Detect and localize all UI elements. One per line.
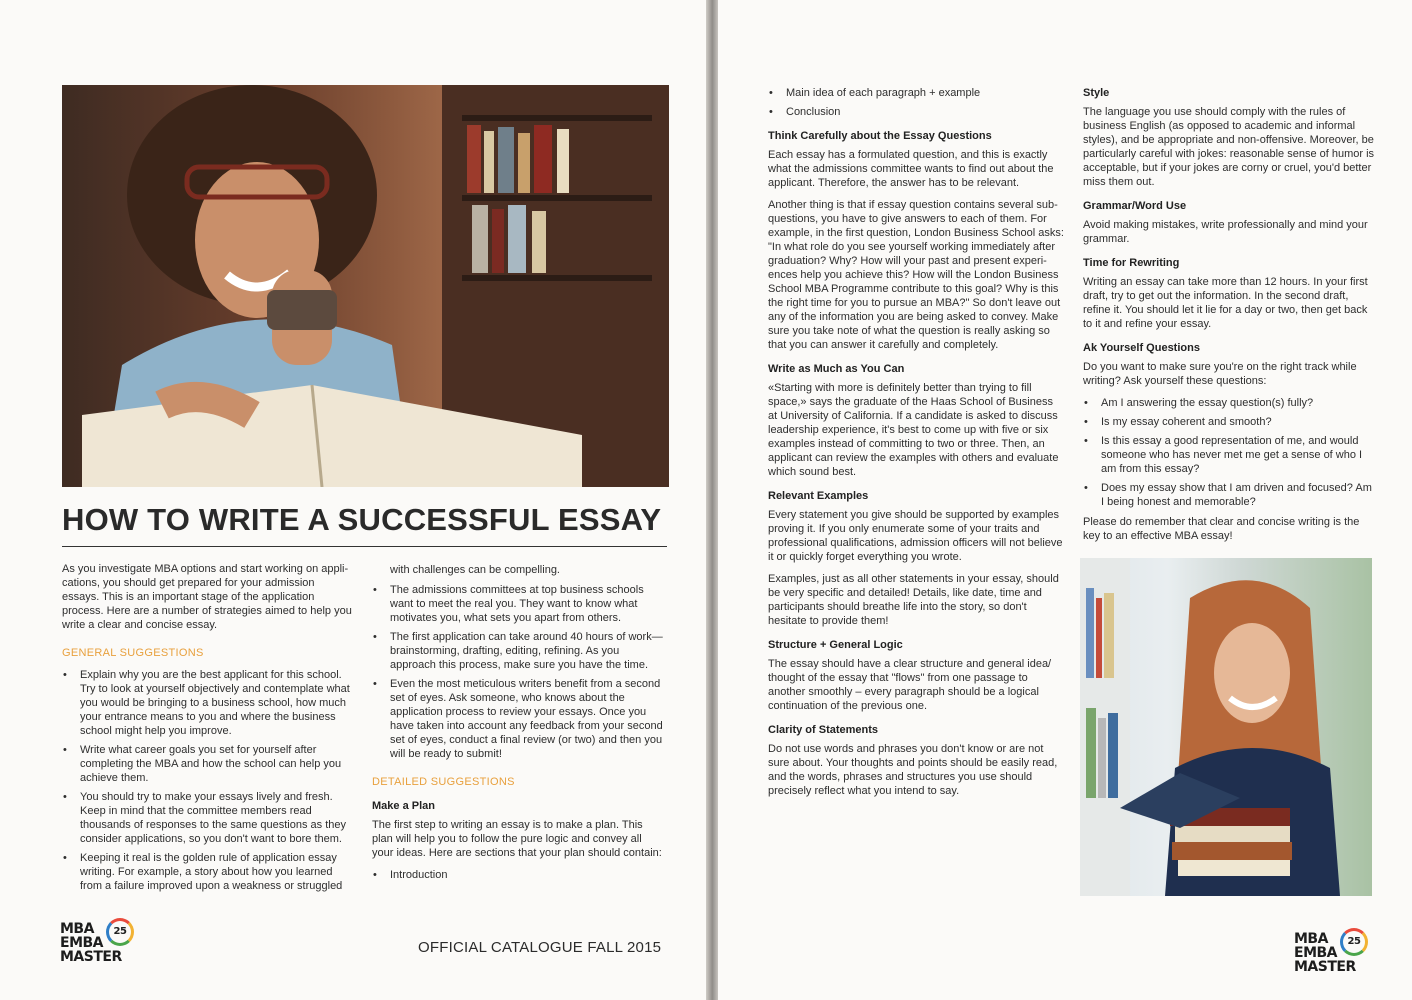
plan-list xyxy=(372,868,666,882)
closing-paragraph: Please do remember that clear and concise writing is the key to an effective MBA essay! xyxy=(1083,516,1360,542)
clarity-paragraph: Do not use words and phrases you don't know or are not sure about. Your thoughts and points should be easily read, and the words, phrases and structures you use should precisely reflect what you intend to say. xyxy=(768,743,1058,797)
rewriting-heading: Time for Rewriting xyxy=(1083,257,1180,269)
plan-paragraph: The first step to writing an essay is to make a plan. This plan will help you to follow the pure logic and convey all your ideas. Here are sections that your plan should contain: xyxy=(372,819,662,859)
rewriting-paragraph: Writing an essay can take more than 12 hours. In your first draft, try to get out the information. In the second draft, refine it. You should let it lie for a day or two, then get back to it and refine your essay. xyxy=(1083,276,1368,330)
write-as-much-heading: Write as Much as You Can xyxy=(768,363,905,375)
right-page xyxy=(718,0,1412,1000)
list-item: • The first application can take around 40 hours of work—brainstorming, drafting, editing, refining. As you approach this process, make sure you have the time. xyxy=(372,630,666,672)
list-item: • Write what career goals you set for yourself after completing the MBA and how the school can help you achieve them. xyxy=(62,743,354,785)
grammar-paragraph: Avoid making mistakes, write professionally and mind your grammar. xyxy=(1083,219,1368,245)
logo-line-2: EMBA xyxy=(60,935,104,951)
list-item: • Am I answering the essay question(s) fully? xyxy=(1083,396,1375,410)
right-column-2 xyxy=(1083,86,1375,551)
style-heading: Style xyxy=(1083,87,1110,99)
list-item: • Keeping it real is the golden rule of application essay writing. For example, a story about how you learned from a failure improved upon a weakness or struggled xyxy=(62,851,354,893)
think-paragraph-1: Each essay has a formulated question, and this is exactly what the admissions committee wants to find out about the applicant. Therefore, the answer has to be relevant. xyxy=(768,149,1054,189)
ask-paragraph: Do you want to make sure you're on the right track while writing? Ask yourself these questions: xyxy=(1083,361,1357,387)
grammar-heading: Grammar/Word Use xyxy=(1083,200,1187,212)
relevant-examples-heading: Relevant Examples xyxy=(768,490,869,502)
logo-badge-icon: 25 xyxy=(106,918,134,946)
left-column-1 xyxy=(62,562,354,899)
mba-emba-master-logo xyxy=(60,921,127,965)
plan-list-continued xyxy=(768,86,1064,119)
intro-paragraph: As you investigate MBA options and start working on appli-cations, you should get prepared for your admission essays. This is an important stage of the application process. Here are a number of strategies aimed to help you write a clear and concise essay. xyxy=(62,563,352,631)
article-title: HOW TO WRITE A SUCCESSFUL ESSAY xyxy=(62,502,667,547)
list-item: • Conclusion xyxy=(768,105,1064,119)
think-carefully-heading: Think Carefully about the Essay Questions xyxy=(768,130,992,142)
list-item: • Even the most meticulous writers benefit from a second set of eyes. Ask someone, who knows about the application process to review your essays. Once you have taken into account any feedback from your second set of eyes, conduct a final review (or two) and then you will be ready to submit! xyxy=(372,677,666,761)
list-item: • The admissions committees at top business schools want to meet the real you. They want to know what motivates you, what sets you apart from others. xyxy=(372,583,666,625)
woman-with-books-photo xyxy=(1080,558,1372,896)
list-item: • Introduction xyxy=(372,868,666,882)
logo-line-3: MASTER xyxy=(1294,959,1356,975)
left-column-2 xyxy=(372,563,666,888)
list-item: • You should try to make your essays lively and fresh. Keep in mind that the committee members read thousands of responses to the same questions as they consider applications, so you don't want to bore them. xyxy=(62,790,354,846)
right-column-1 xyxy=(768,86,1064,806)
detailed-suggestions-heading: DETAILED SUGGESTIONS xyxy=(372,776,515,788)
logo-line-3: MASTER xyxy=(60,949,122,965)
relevant-paragraph-1: Every statement you give should be supported by examples proving it. If you only enumerate some of your traits and professional qualifications, admission officers will not believe it or quickly forget everything you wrote. xyxy=(768,509,1063,563)
list-item: • Main idea of each paragraph + example xyxy=(768,86,1064,100)
logo-line-1: MBA xyxy=(1294,931,1328,947)
list-item: • Is my essay coherent and smooth? xyxy=(1083,415,1375,429)
think-paragraph-2: Another thing is that if essay question contains several sub-questions, you have to give answers to each of them. For example, in the first question, London Business School asks: "In what role do you see yourself working immediately after graduation? Why? How will your past and present experi-ences help you achieve this? How will the London Business School MBA Programme contribute to this goal? Why is this the right time for you to pursue an MBA?" So don't leave out any of the information you are being asked to convey. Make sure you take note of what the question is really asking so that you can answer it carefully and completely. xyxy=(768,199,1064,351)
mba-emba-master-logo xyxy=(1294,931,1361,975)
woman-reading-illustration xyxy=(62,85,669,487)
more-suggestions-list xyxy=(372,583,666,761)
woman-reading-photo xyxy=(62,85,669,487)
list-item: • Does my essay show that I am driven and focused? Am I being honest and memorable? xyxy=(1083,481,1375,509)
structure-paragraph: The essay should have a clear structure and general idea/ thought of the essay that "flows" from one passage to another smoothly – every paragraph should be a logical continuation of the previous one. xyxy=(768,658,1052,712)
ask-yourself-heading: Ak Yourself Questions xyxy=(1083,342,1200,354)
questions-list xyxy=(1083,396,1375,509)
woman-with-books-illustration xyxy=(1080,558,1372,896)
catalogue-footer: OFFICIAL CATALOGUE FALL 2015 xyxy=(418,939,662,956)
logo-line-2: EMBA xyxy=(1294,945,1338,961)
make-a-plan-heading: Make a Plan xyxy=(372,800,435,812)
general-suggestions-list xyxy=(62,668,354,893)
logo-line-1: MBA xyxy=(60,921,94,937)
style-paragraph: The language you use should comply with the rules of business English (as opposed to academic and informal styles), and be appropriate and non-offensive. Moreover, be particularly careful with jokes: reasonable sense of humor is acceptable, but if your jokes are corny or cruel, you'd better miss them out. xyxy=(1083,106,1375,188)
list-item: • Is this essay a good representation of me, and would someone who has never met me get a sense of who I am from this essay? xyxy=(1083,434,1375,476)
list-item: • Explain why you are the best applicant for this school. Try to look at yourself objectively and contemplate what you would be bringing to a business school, how much your entrance means to you and where the business school might help you improve. xyxy=(62,668,354,738)
general-suggestions-heading: GENERAL SUGGESTIONS xyxy=(62,647,204,659)
write-paragraph: «Starting with more is definitely better than trying to fill space,» says the graduate of the Haas School of Business at University of California. If a candidate is asked to discuss leadership experience, it's best to come up with five or six examples instead of committing to two or three. Then, an applicant can review the examples with others and evaluate which sound best. xyxy=(768,382,1059,478)
continuation-text: with challenges can be compelling. xyxy=(390,564,560,576)
structure-heading: Structure + General Logic xyxy=(768,639,903,651)
relevant-paragraph-2: Examples, just as all other statements in your essay, should be very specific and detailed! Details, like date, time and participants should breathe life into the story, so don't hesitate to provide them! xyxy=(768,573,1059,627)
logo-badge-icon: 25 xyxy=(1340,928,1368,956)
clarity-heading: Clarity of Statements xyxy=(768,724,879,736)
